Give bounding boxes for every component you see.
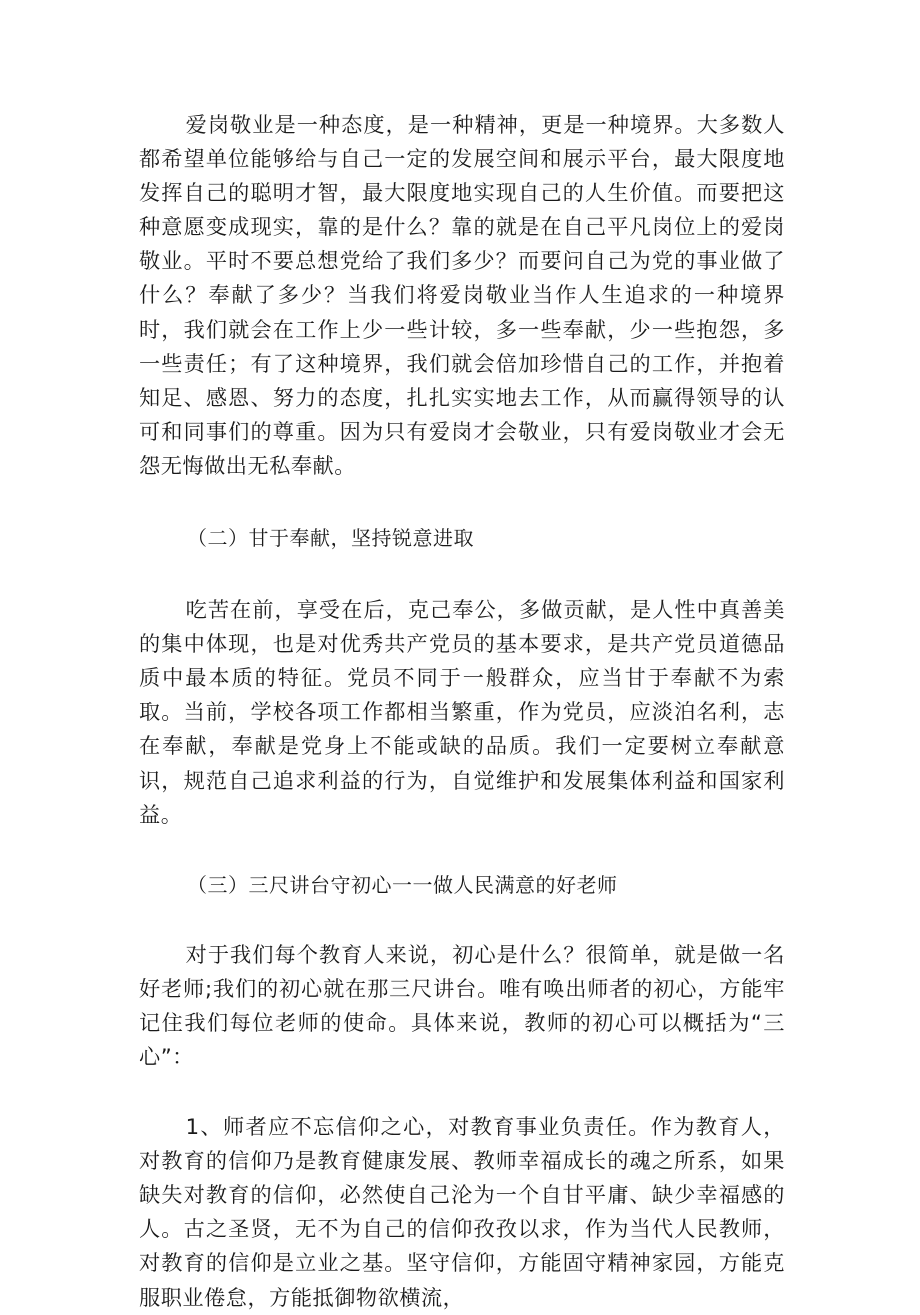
- document-page: [139, 108, 785, 1315]
- section-heading: （三）三尺讲台守初心一一做人民满意的好老师: [187, 872, 618, 897]
- body-paragraph: 吃苦在前，享受在后，克己奉公，多做贡献，是人性中真善美的集中体现，也是对优秀共产党员的基本要求，是共产党员道德品质中最本质的特征。党员不同于一般群众，应当甘于奉献不为索取。当前，学校各项工作都相当繁重，作为党员，应淡泊名利，志在奉献，奉献是党身上不能或缺的品质。我们一定要树立奉献意识，规范自己追求利益的行为，自觉维护和发展集体利益和国家利益。: [139, 597, 785, 827]
- body-paragraph: 对于我们每个教育人来说，初心是什么？很简单，就是做一名好老师;我们的初心就在那三尺讲台。唯有唤出师者的初心，方能牢记住我们每位老师的使命。具体来说，教师的初心可以概括为“三心”：: [139, 941, 785, 1069]
- section-heading: （二）甘于奉献，坚持锐意进取: [187, 526, 474, 551]
- body-paragraph: 爱岗敬业是一种态度，是一种精神，更是一种境界。大多数人都希望单位能够给与自己一定的发展空间和展示平台，最大限度地发挥自己的聪明才智，最大限度地实现自己的人生价值。而要把这种意愿变成现实，靠的是什么？靠的就是在自己平凡岗位上的爱岗敬业。平时不要总想党给了我们多少？而要问自己为党的事业做了什么？奉献了多少？当我们将爱岗敬业当作人生追求的一种境界时，我们就会在工作上少一些计较，多一些奉献，少一些抱怨，多一些责任；有了这种境界，我们就会倍加珍惜自己的工作，并抱着知足、感恩、努力的态度，扎扎实实地去工作，从而赢得领导的认可和同事们的尊重。因为只有爱岗才会敬业，只有爱岗敬业才会无怨无悔做出无私奉献。: [139, 112, 785, 478]
- body-paragraph: 1、师者应不忘信仰之心，对教育事业负责任。作为教育人，对教育的信仰乃是教育健康发展、教师幸福成长的魂之所系，如果缺失对教育的信仰，必然使自己沦为一个自甘平庸、缺少幸福感的人。古之圣贤，无不为自己的信仰孜孜以求，作为当代人民教师，对教育的信仰是立业之基。坚守信仰，方能固守精神家园，方能克服职业倦怠，方能抵御物欲横流，: [139, 1114, 785, 1310]
